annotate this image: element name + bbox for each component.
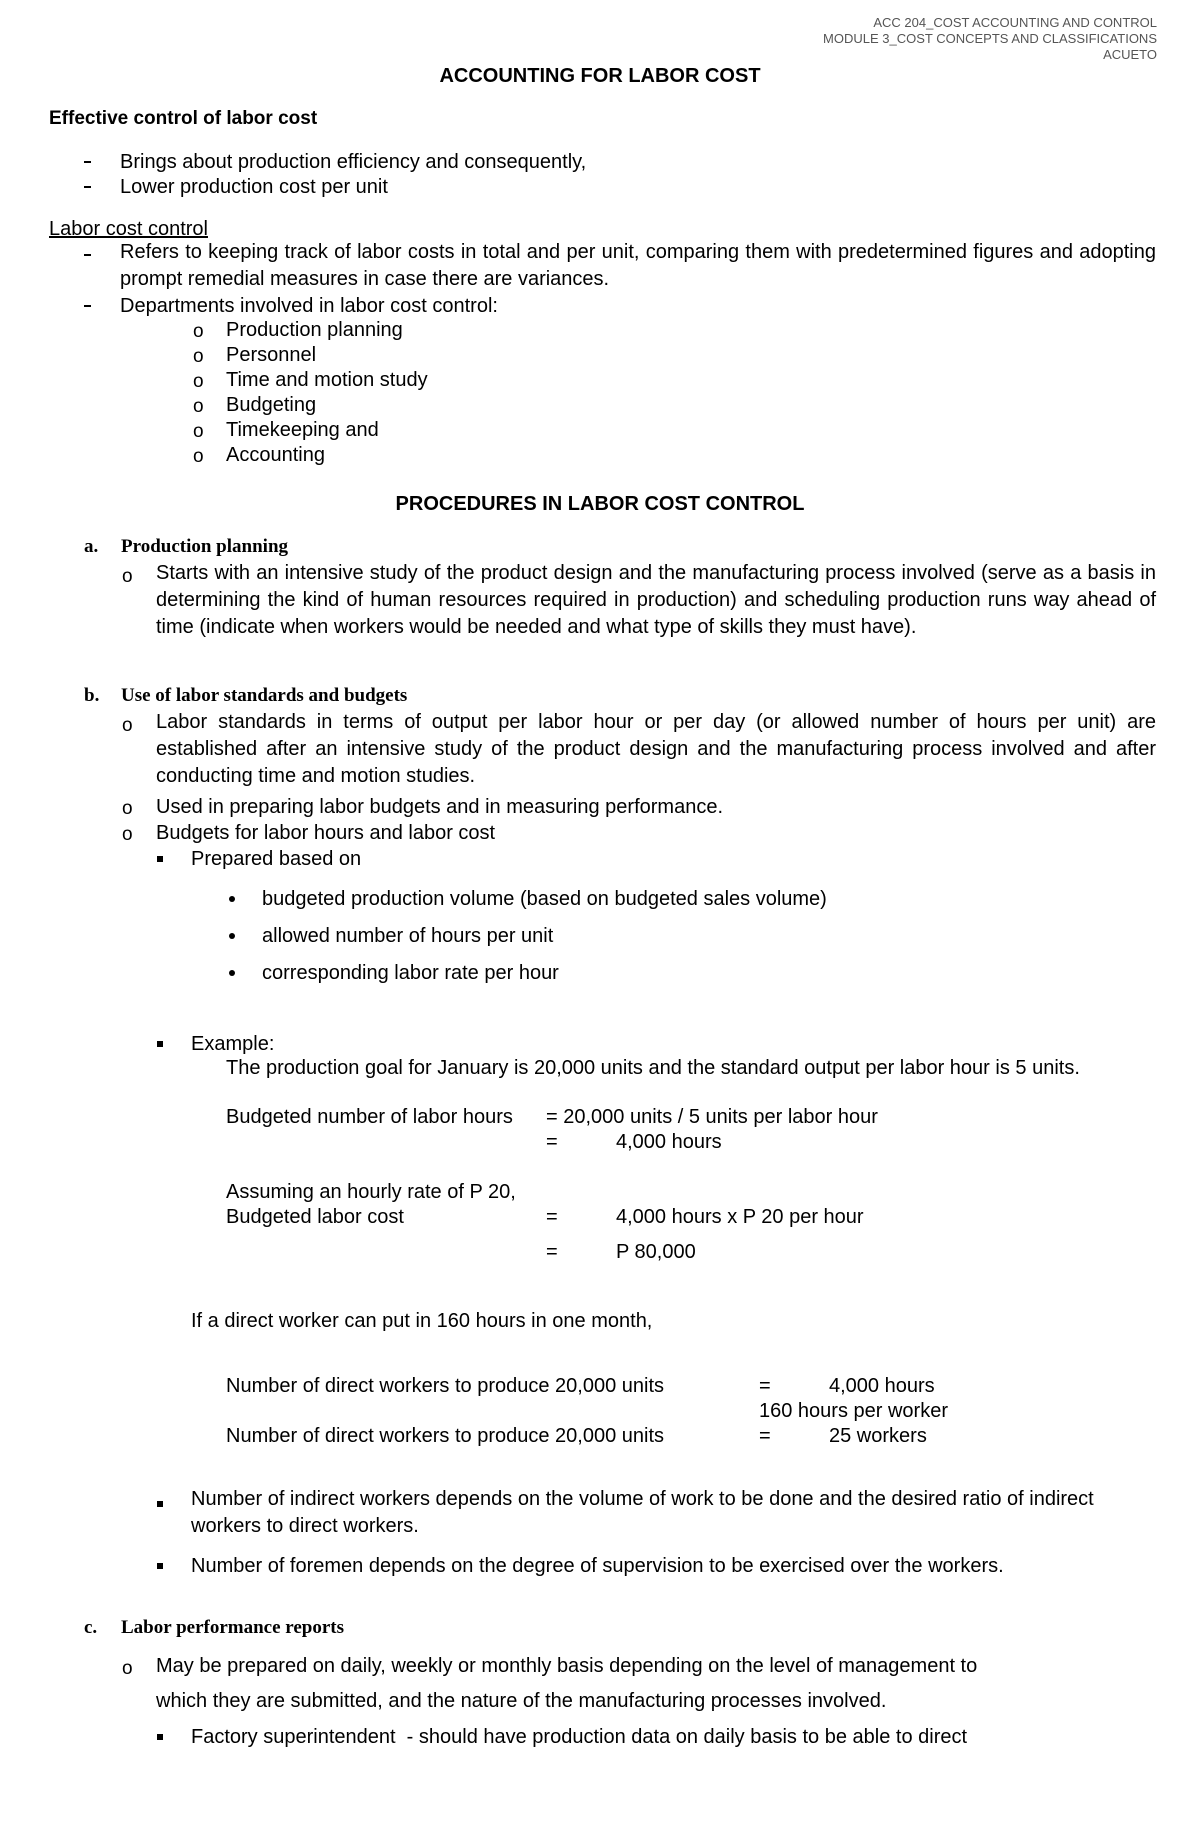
basis-item: budgeted production volume (based on budgeted sales volume) [262, 888, 827, 910]
direct-workers-label: Number of direct workers to produce 20,000 units [226, 1375, 664, 1397]
square-bullet-icon [157, 856, 163, 862]
basis-item: corresponding labor rate per hour [262, 962, 559, 984]
header-module: MODULE 3_COST CONCEPTS AND CLASSIFICATIONS [823, 31, 1157, 46]
circle-bullet-icon: o [193, 371, 204, 392]
circle-bullet-icon: o [193, 421, 204, 442]
section-b-title: Use of labor standards and budgets [121, 685, 408, 706]
budgeted-hours-result: 4,000 hours [616, 1131, 722, 1153]
circle-bullet-icon: o [122, 715, 133, 736]
square-bullet-icon [157, 1563, 163, 1569]
section-c-letter: c. [84, 1617, 98, 1638]
indirect-workers-text: Number of indirect workers depends on the volume of work to be done and the desired ratio of indirect workers to direct workers. [191, 1488, 1094, 1537]
budgeted-cost-label: Budgeted labor cost [226, 1206, 404, 1228]
superintendent-text: Factory superintendent - should have production data on daily basis to be able to direct [191, 1726, 968, 1748]
equals-sign: = [546, 1241, 558, 1263]
workers-numerator: 4,000 hours [829, 1375, 935, 1397]
dash-bullet [84, 161, 91, 163]
round-bullet-icon [229, 933, 235, 939]
workers-result: 25 workers [829, 1425, 927, 1447]
header-author: ACUETO [1103, 47, 1157, 62]
basis-item: allowed number of hours per unit [262, 925, 554, 947]
foremen-text: Number of foremen depends on the degree of supervision to be exercised over the workers. [191, 1555, 1004, 1577]
equals-sign: = [759, 1375, 771, 1397]
section-b-item-2: Used in preparing labor budgets and in measuring performance. [156, 796, 724, 818]
labor-cost-control-heading: Labor cost control [49, 218, 208, 240]
department-item: Time and motion study [226, 369, 428, 391]
circle-bullet-icon: o [122, 798, 133, 819]
effective-bullet-2: Lower production cost per unit [120, 176, 388, 198]
section-b-item-1: Labor standards in terms of output per labor hour or per day (or allowed number of hours per unit) are established after an intensive study of the product design and the manufacturing process involved and after conducting time and motion studies. [156, 711, 1156, 787]
circle-bullet-icon: o [193, 346, 204, 367]
budgeted-cost-result: P 80,000 [616, 1241, 696, 1263]
effective-control-heading: Effective control of labor cost [49, 108, 318, 129]
assume-rate: Assuming an hourly rate of P 20, [226, 1181, 516, 1203]
section-b-item-3: Budgets for labor hours and labor cost [156, 822, 496, 844]
circle-bullet-icon: o [193, 396, 204, 417]
section-c-item-1-line-2: which they are submitted, and the nature of the manufacturing processes involved. [156, 1690, 887, 1712]
dash-bullet [84, 186, 91, 188]
header-course: ACC 204_COST ACCOUNTING AND CONTROL [873, 15, 1157, 30]
square-bullet-icon [157, 1041, 163, 1047]
effective-bullet-1: Brings about production efficiency and consequently, [120, 151, 587, 173]
circle-bullet-icon: o [122, 566, 133, 587]
round-bullet-icon [229, 896, 235, 902]
department-item: Production planning [226, 319, 403, 341]
circle-bullet-icon: o [122, 1658, 133, 1679]
department-item: Personnel [226, 344, 317, 366]
page-title: ACCOUNTING FOR LABOR COST [439, 65, 761, 87]
equals-sign: = [546, 1206, 558, 1228]
round-bullet-icon [229, 970, 235, 976]
circle-bullet-icon: o [122, 824, 133, 845]
equals-sign: = [759, 1425, 771, 1447]
department-item: Timekeeping and [226, 419, 379, 441]
direct-workers-label: Number of direct workers to produce 20,000 units [226, 1425, 664, 1447]
section-c-item-1-line-1: May be prepared on daily, weekly or monthly basis depending on the level of management to [156, 1655, 978, 1677]
dash-bullet [84, 254, 91, 256]
equals-sign: = [546, 1131, 558, 1153]
department-item: Accounting [226, 444, 325, 466]
section-a-text: Starts with an intensive study of the product design and the manufacturing process involved (serve as a basis in determining the kind of human resources required in production) and scheduling production runs way ahead of time (indicate when workers would be needed and what type of skills they must have). [156, 562, 1156, 638]
budgeted-hours-formula: = 20,000 units / 5 units per labor hour [546, 1106, 878, 1128]
labor-cost-control-definition: Refers to keeping track of labor costs in total and per unit, comparing them with predetermined figures and adopting prompt remedial measures in case there are variances. [120, 241, 1156, 290]
section-a-title: Production planning [121, 536, 289, 557]
workers-denominator: 160 hours per worker [759, 1400, 948, 1422]
section-a-letter: a. [84, 536, 99, 557]
budgeted-cost-formula: 4,000 hours x P 20 per hour [616, 1206, 864, 1228]
circle-bullet-icon: o [193, 446, 204, 467]
prepared-based-on: Prepared based on [191, 848, 362, 870]
department-item: Budgeting [226, 394, 317, 416]
circle-bullet-icon: o [193, 321, 204, 342]
example-label: Example: [191, 1033, 275, 1055]
square-bullet-icon [157, 1734, 163, 1740]
section-b-letter: b. [84, 685, 100, 706]
procedures-heading: PROCEDURES IN LABOR COST CONTROL [395, 493, 805, 515]
square-bullet-icon [157, 1501, 163, 1507]
budgeted-hours-label: Budgeted number of labor hours [226, 1106, 513, 1128]
departments-intro: Departments involved in labor cost control: [120, 295, 498, 317]
worker-month-text: If a direct worker can put in 160 hours in one month, [191, 1310, 653, 1332]
example-goal: The production goal for January is 20,000 units and the standard output per labor hour is 5 units. [226, 1057, 1080, 1079]
dash-bullet [84, 305, 91, 307]
section-c-title: Labor performance reports [121, 1617, 345, 1638]
